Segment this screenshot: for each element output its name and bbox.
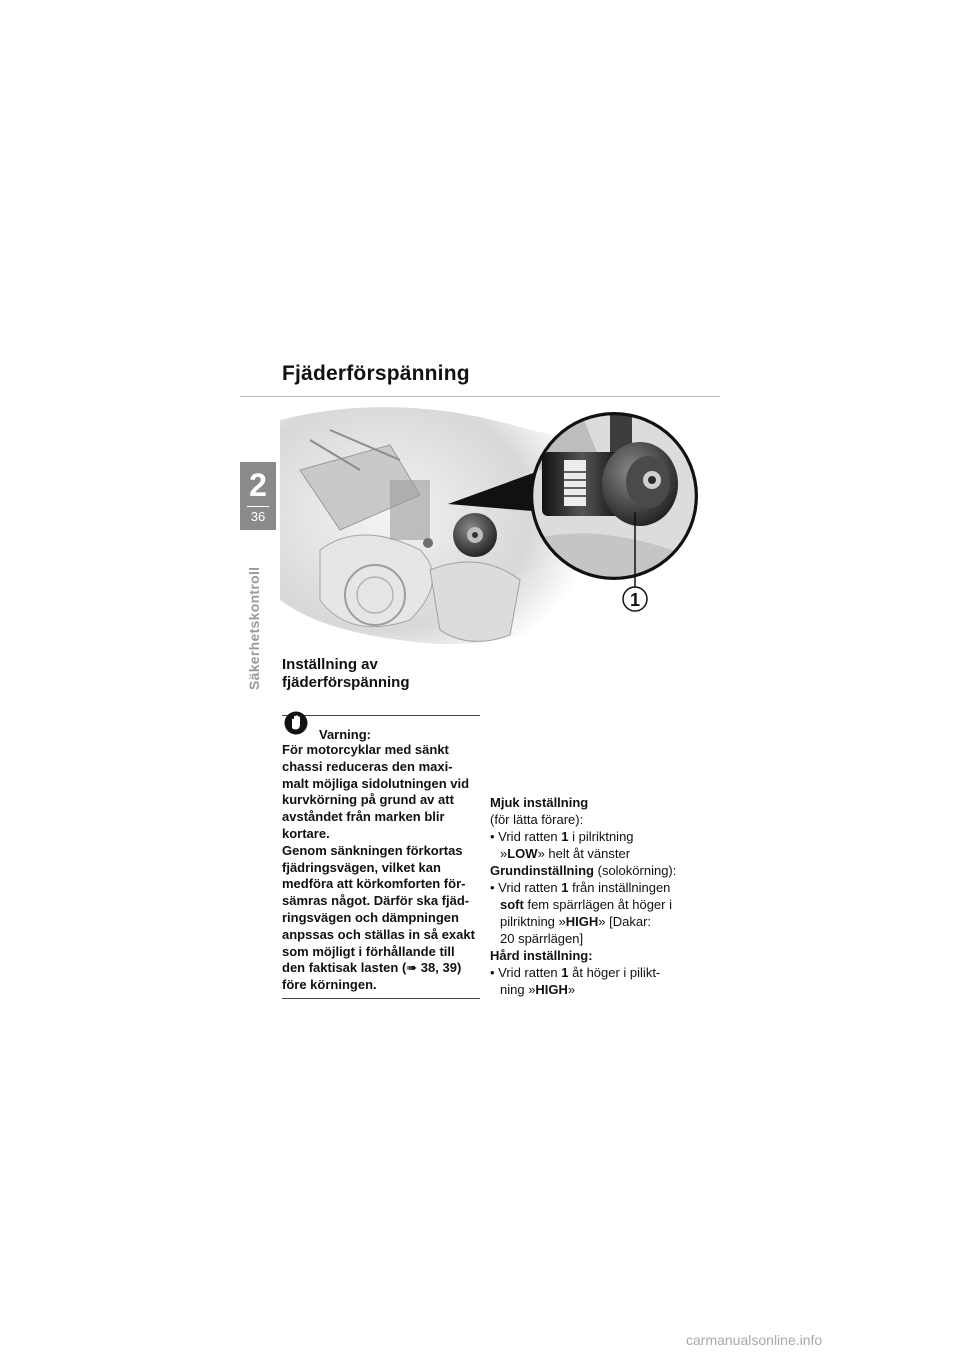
warning-line: malt möjliga sidolutningen vid [282, 775, 470, 791]
basic-setting-sub: (solokörning): [594, 863, 677, 878]
warning-line: chassi reduceras den maxi- [282, 758, 453, 774]
warning-top-rule [282, 715, 480, 716]
chapter-number: 2 [249, 467, 267, 503]
step-keyword: HIGH [535, 982, 568, 997]
step-keyword: soft [500, 897, 524, 912]
warning-line: anpssas och ställas in så exakt [282, 926, 475, 942]
warning-line: ringsvägen och dämpningen [282, 909, 459, 925]
settings-instructions [490, 794, 700, 998]
warning-text [282, 742, 480, 994]
warning-line: Genom sänkningen förkortas [282, 842, 463, 858]
step-text: • Vrid ratten [490, 829, 562, 844]
title-divider [240, 396, 720, 397]
soft-setting-heading: Mjuk inställning [490, 795, 589, 810]
warning-line: avståndet från marken blir [282, 809, 445, 825]
step-text: » [Dakar: [598, 914, 652, 929]
warning-label: Varning: [319, 727, 372, 742]
warning-bottom-rule [282, 998, 480, 999]
step-ref-number: 1 [561, 880, 569, 895]
step-text: pilriktning » [500, 914, 566, 929]
step-text: från inställningen [568, 880, 671, 895]
section-heading [282, 656, 482, 692]
warning-line: medföra att körkomforten för- [282, 876, 466, 892]
spring-preload-figure [280, 400, 720, 656]
step-text: åt höger i pilikt- [568, 965, 661, 980]
section-heading-line1: Inställning av [282, 656, 378, 673]
soft-setting-step [490, 828, 700, 862]
chapter-tab [240, 462, 276, 530]
step-keyword: HIGH [565, 914, 599, 929]
stop-hand-icon [284, 711, 308, 735]
basic-setting-heading-line [490, 862, 700, 879]
step-ref-number: 1 [561, 965, 569, 980]
page-ref-arrow-icon: ➠ [406, 960, 418, 976]
warning-line: kurvkörning på grund av att [282, 792, 454, 808]
page-number: 36 [250, 509, 266, 524]
section-heading-line2: fjäderförspänning [282, 674, 410, 691]
watermark: carmanualsonline.info [686, 1332, 823, 1348]
step-text: fem spärrlägen åt höger i [523, 897, 672, 912]
page-title: Fjäderförspänning [282, 362, 470, 385]
step-text: » [567, 982, 576, 997]
warning-line: som möjligt i förhållande till [282, 943, 455, 959]
step-text: » [500, 846, 508, 861]
warning-line: kortare. [282, 825, 330, 841]
warning-line: fjädringsvägen, vilket kan [282, 859, 441, 875]
soft-setting-sub: (för lätta förare): [490, 812, 584, 827]
side-section-label: Säkerhetskontroll [246, 566, 262, 690]
figure-callout-1: 1 [629, 590, 641, 610]
warning-line: före körningen. [282, 977, 377, 993]
warning-line-text: den faktisak lasten ( [282, 960, 407, 976]
step-text: • Vrid ratten [490, 965, 562, 980]
warning-line: För motorcyklar med sänkt [282, 742, 449, 757]
step-text: ning » [500, 982, 536, 997]
step-keyword: LOW [507, 846, 538, 861]
basic-setting-heading: Grundinställning [490, 863, 594, 878]
warning-line [282, 960, 480, 977]
hard-setting-step [490, 964, 700, 998]
chapter-divider [247, 506, 269, 507]
step-text: 20 spärrlägen] [500, 931, 584, 946]
basic-setting-step [490, 879, 700, 947]
hard-setting-heading: Hård inställning: [490, 948, 593, 963]
step-ref-number: 1 [561, 829, 569, 844]
warning-line: sämras något. Därför ska fjäd- [282, 893, 470, 909]
step-text: • Vrid ratten [490, 880, 562, 895]
page-reference-link[interactable]: 38, 39) [417, 960, 462, 976]
step-text: i pilriktning [568, 829, 634, 844]
step-text: » helt åt vänster [537, 846, 631, 861]
